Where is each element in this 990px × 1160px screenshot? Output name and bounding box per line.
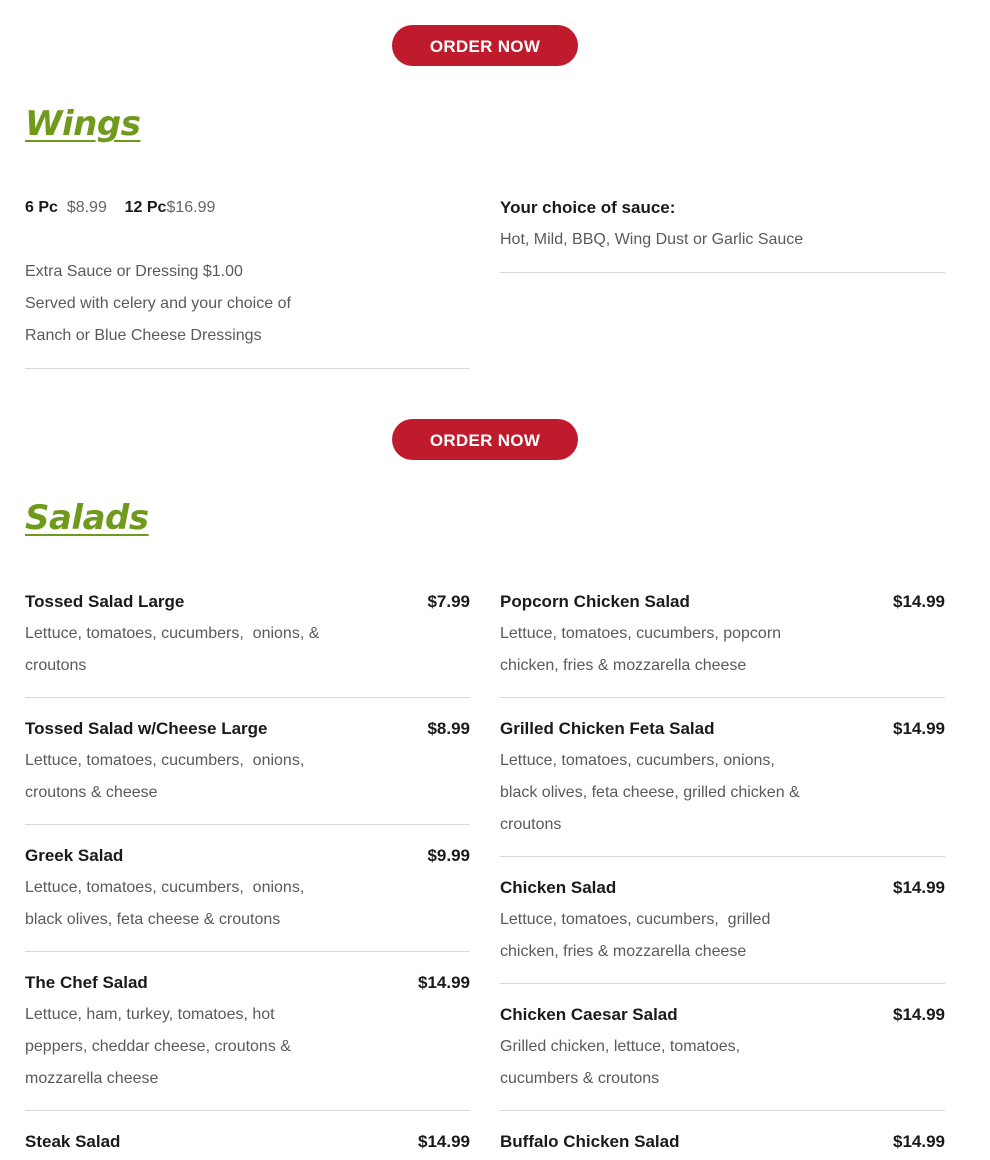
description-line: Lettuce, tomatoes, cucumbers, onions, (500, 752, 775, 769)
menu-item-description (25, 872, 365, 936)
sauce-options: Hot, Mild, BBQ, Wing Dust or Garlic Sauce (500, 231, 804, 248)
menu-item-price: $14.99 (893, 719, 945, 738)
menu-item-header (25, 713, 470, 745)
menu-item-description (500, 904, 840, 968)
menu-item-name: Grilled Chicken Feta Salad (500, 719, 715, 738)
menu-item-header (500, 999, 945, 1031)
menu-item-name: Chicken Caesar Salad (500, 1005, 678, 1024)
wings-size-6-label: 6 Pc (25, 199, 58, 216)
wings-sauce (500, 192, 945, 273)
menu-item-description (500, 745, 840, 841)
description-line: Lettuce, tomatoes, cucumbers, onions, (25, 752, 305, 769)
wings-item (25, 192, 470, 369)
wings-size-6-price: $8.99 (66, 199, 107, 216)
menu-item-name: Tossed Salad w/Cheese Large (25, 719, 268, 738)
menu-item-header (25, 967, 470, 999)
description-line: croutons (25, 657, 87, 674)
menu-item-description (500, 618, 840, 682)
sauce-heading: Your choice of sauce: (500, 198, 676, 217)
menu-item-name: Greek Salad (25, 846, 124, 865)
wings-sauce-item (500, 192, 945, 273)
description-line: Lettuce, tomatoes, cucumbers, grilled (500, 911, 771, 928)
wings-extra-sauce: Extra Sauce or Dressing $1.00 (25, 263, 243, 280)
menu-item-description (25, 745, 365, 809)
menu-item-name: Steak Salad (25, 1132, 121, 1151)
section-title-wings: Wings (25, 104, 141, 144)
salads-right-column (500, 586, 945, 1158)
wings-size-12-label: 12 Pc (124, 199, 167, 216)
menu-item-header (500, 1126, 945, 1158)
order-now-button[interactable]: ORDER NOW (392, 25, 578, 66)
menu-item-name: Buffalo Chicken Salad (500, 1132, 680, 1151)
menu-item-price: $8.99 (427, 719, 470, 738)
menu-item (500, 872, 945, 984)
menu-item-header (25, 840, 470, 872)
menu-item (25, 713, 470, 825)
menu-item-price: $14.99 (893, 592, 945, 611)
description-line: chicken, fries & mozzarella cheese (500, 657, 747, 674)
description-line: Lettuce, ham, turkey, tomatoes, hot (25, 1006, 275, 1023)
salads-left-column (25, 586, 470, 1158)
description-line: chicken, fries & mozzarella cheese (500, 943, 747, 960)
description-line: Lettuce, tomatoes, cucumbers, onions, (25, 879, 305, 896)
menu-item (500, 586, 945, 698)
wings-sizes (25, 192, 470, 224)
menu-item-name: Popcorn Chicken Salad (500, 592, 690, 611)
description-line: black olives, feta cheese & croutons (25, 911, 281, 928)
menu-item (500, 1126, 945, 1158)
menu-item-header (500, 872, 945, 904)
description-line: Lettuce, tomatoes, cucumbers, onions, & (25, 625, 320, 642)
menu-item-header (500, 713, 945, 745)
menu-item-description (25, 618, 365, 682)
menu-item-price: $14.99 (893, 1132, 945, 1151)
description-line: croutons (500, 816, 562, 833)
menu-item-name: The Chef Salad (25, 973, 148, 992)
menu-item-header (25, 1126, 470, 1158)
description-line: mozzarella cheese (25, 1070, 159, 1087)
menu-item (500, 713, 945, 857)
menu-item-header (500, 586, 945, 618)
wings-served-with-1: Served with celery and your choice of (25, 295, 291, 312)
menu-item (25, 967, 470, 1111)
wings-details (25, 192, 470, 369)
menu-item-description (500, 1031, 840, 1095)
menu-item-description (25, 999, 365, 1095)
menu-item-price: $9.99 (427, 846, 470, 865)
menu-item (25, 586, 470, 698)
description-line: black olives, feta cheese, grilled chicken & (500, 784, 800, 801)
description-line: croutons & cheese (25, 784, 158, 801)
menu-item-name: Tossed Salad Large (25, 592, 185, 611)
menu-item-header (25, 586, 470, 618)
menu-item-price: $14.99 (893, 878, 945, 897)
section-title-salads: Salads (25, 498, 149, 538)
description-line: Grilled chicken, lettuce, tomatoes, (500, 1038, 741, 1055)
description-line: Lettuce, tomatoes, cucumbers, popcorn (500, 625, 782, 642)
menu-item-price: $14.99 (418, 1132, 470, 1151)
menu-item (500, 999, 945, 1111)
menu-item-name: Chicken Salad (500, 878, 617, 897)
order-now-button-2[interactable]: ORDER NOW (392, 419, 578, 460)
menu-item-price: $7.99 (427, 592, 470, 611)
menu-item (25, 840, 470, 952)
menu-item-price: $14.99 (418, 973, 470, 992)
wings-served-with-2: Ranch or Blue Cheese Dressings (25, 327, 262, 344)
menu-item-price: $14.99 (893, 1005, 945, 1024)
wings-size-12-price: $16.99 (166, 199, 216, 216)
description-line: peppers, cheddar cheese, croutons & (25, 1038, 291, 1055)
description-line: cucumbers & croutons (500, 1070, 660, 1087)
menu-item (25, 1126, 470, 1158)
